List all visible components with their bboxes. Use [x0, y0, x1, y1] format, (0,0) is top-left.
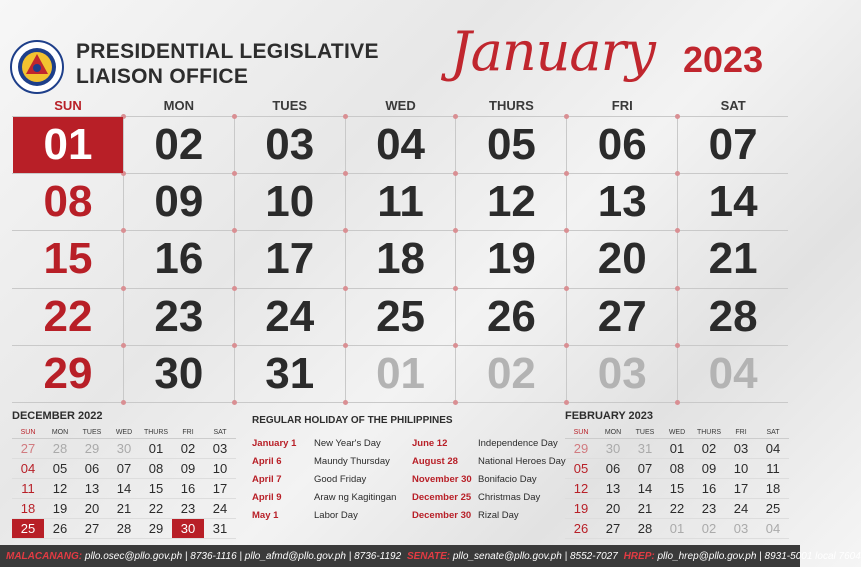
weekday-thurs: THURS [489, 98, 534, 113]
holiday-name: Christmas Day [478, 491, 541, 503]
holiday-item [252, 452, 412, 470]
month-title: January [450, 20, 655, 83]
day-cell: 10 [265, 177, 315, 227]
mini-day: 25 [757, 499, 789, 519]
day-cell-next-month: 02 [486, 348, 536, 398]
day-cell: 24 [265, 291, 315, 341]
holiday-name: Maundy Thursday [314, 455, 390, 467]
mini-day: 14 [629, 479, 661, 499]
mini-weekday: SAT [204, 426, 236, 439]
day-cell: 27 [597, 291, 647, 341]
day-cell: 06 [597, 120, 647, 169]
mini-day: 18 [757, 479, 789, 499]
mini-calendar-table [565, 426, 789, 539]
mini-calendar-title: FEBRUARY 2023 [565, 410, 654, 422]
hrep-label: HREP: [623, 550, 655, 562]
mini-day: 05 [565, 459, 597, 479]
holiday-date: November 30 [412, 473, 472, 485]
mini-day: 12 [565, 479, 597, 499]
mini-day: 30 [108, 439, 140, 459]
mini-weekday: TUES [76, 426, 108, 439]
holiday-name: Bonifacio Day [478, 473, 537, 485]
holiday-date: April 6 [252, 455, 282, 467]
mini-day: 11 [757, 459, 789, 479]
holiday-item [412, 506, 572, 524]
mini-weekday: TUES [629, 426, 661, 439]
holiday-name: Labor Day [314, 509, 358, 521]
mini-day: 10 [204, 459, 236, 479]
mini-day: 21 [108, 499, 140, 519]
month-grid [12, 116, 788, 402]
holiday-item [412, 488, 572, 506]
holiday-date: April 7 [252, 473, 282, 485]
holiday-date: May 1 [252, 509, 279, 521]
day-cell: 11 [377, 177, 424, 227]
day-cell: 28 [708, 291, 758, 341]
mini-day: 28 [44, 439, 76, 459]
mini-day: 21 [629, 499, 661, 519]
day-cell: 16 [154, 234, 204, 284]
year-title: 2023 [683, 39, 764, 80]
senate-contacts: pllo_senate@pllo.gov.ph | 8552-7027 [452, 550, 618, 562]
holiday-item [252, 488, 412, 506]
holiday-date: August 28 [412, 455, 458, 467]
day-cell: 31 [265, 348, 315, 398]
day-cell: 07 [708, 120, 758, 169]
day-cell: 26 [486, 291, 536, 341]
mini-day: 07 [108, 459, 140, 479]
mini-day: 23 [693, 499, 725, 519]
day-cell: 25 [376, 291, 426, 341]
office-line-1: PRESIDENTIAL LEGISLATIVE [76, 40, 379, 63]
malacanang-label: MALACANANG: [6, 550, 83, 562]
mini-day: 13 [76, 479, 108, 499]
holiday-item [252, 470, 412, 488]
mini-day: 04 [757, 439, 789, 459]
holiday-list [252, 415, 572, 524]
office-name [76, 39, 379, 89]
mini-weekday: SAT [757, 426, 789, 439]
mini-weekday: WED [661, 426, 693, 439]
mini-day: 15 [140, 479, 172, 499]
day-cell: 09 [154, 177, 204, 227]
grid-line [12, 402, 788, 403]
day-cell: 04 [376, 120, 426, 169]
day-cell: 20 [597, 234, 647, 284]
day-cell: 21 [708, 234, 758, 284]
holiday-name: Independence Day [478, 437, 558, 449]
mini-day: 03 [725, 519, 757, 539]
holiday-column-left [252, 434, 412, 524]
mini-day: 27 [597, 519, 629, 539]
holiday-name: New Year's Day [314, 437, 381, 449]
mini-day: 27 [12, 439, 44, 459]
day-cell: 15 [43, 234, 93, 284]
mini-day: 18 [12, 499, 44, 519]
day-cell: 12 [486, 177, 536, 227]
mini-day: 09 [693, 459, 725, 479]
weekday-sun: SUN [54, 98, 82, 113]
mini-day: 13 [597, 479, 629, 499]
day-cell: 08 [43, 177, 93, 227]
mini-day: 09 [172, 459, 204, 479]
day-cell: 14 [708, 177, 758, 227]
weekday-fri: FRI [611, 98, 633, 113]
mini-day: 29 [140, 519, 172, 539]
day-cell: 19 [486, 234, 536, 284]
day-cell: 23 [154, 291, 204, 341]
holiday-name: Araw ng Kagitingan [314, 491, 397, 503]
holiday-name: National Heroes Day [478, 455, 566, 467]
mini-day: 10 [725, 459, 757, 479]
weekday-sat: SAT [720, 98, 746, 113]
mini-weekday: FRI [172, 426, 204, 439]
mini-day: 03 [204, 439, 236, 459]
day-cell: 02 [154, 120, 204, 169]
holiday-date: December 25 [412, 491, 472, 503]
mini-day: 23 [172, 499, 204, 519]
mini-day: 04 [757, 519, 789, 539]
holiday-date: June 12 [412, 437, 448, 449]
holiday-item [412, 470, 572, 488]
mini-weekday: SUN [12, 426, 44, 439]
holiday-column-right [412, 434, 572, 524]
mini-weekday: MON [44, 426, 76, 439]
day-cell: 01 [13, 117, 123, 173]
mini-day: 17 [725, 479, 757, 499]
holiday-item [252, 434, 412, 452]
mini-day: 20 [76, 499, 108, 519]
malacanang-contacts: pllo.osec@pllo.gov.ph | 8736-1116 | pllo_afmd@pllo.gov.ph | 8736-1192 [84, 550, 402, 562]
mini-day: 29 [565, 439, 597, 459]
day-cell: 05 [486, 120, 536, 169]
mini-weekday: MON [597, 426, 629, 439]
mini-day: 02 [693, 519, 725, 539]
mini-day: 30 [597, 439, 629, 459]
mini-weekday: FRI [725, 426, 757, 439]
mini-day: 08 [140, 459, 172, 479]
mini-calendar-table [12, 426, 236, 539]
mini-day: 01 [661, 439, 693, 459]
day-cell: 03 [265, 120, 315, 169]
hrep-contacts: pllo_hrep@pllo.gov.ph | 8931-5001 local 7604 [657, 550, 861, 562]
mini-day: 01 [661, 519, 693, 539]
mini-day: 04 [12, 459, 44, 479]
mini-day: 03 [725, 439, 757, 459]
mini-day: 01 [140, 439, 172, 459]
mini-day: 19 [44, 499, 76, 519]
mini-day: 30 [172, 519, 204, 539]
holiday-item [412, 434, 572, 452]
mini-day: 16 [172, 479, 204, 499]
mini-day: 22 [661, 499, 693, 519]
mini-calendar-february [565, 410, 789, 539]
day-cell: 30 [154, 348, 204, 398]
day-cell-next-month: 03 [597, 348, 647, 398]
mini-day: 26 [44, 519, 76, 539]
holiday-name: Good Friday [314, 473, 367, 485]
mini-day: 07 [629, 459, 661, 479]
mini-day: 28 [629, 519, 661, 539]
weekday-mon: MON [163, 98, 195, 113]
mini-day: 12 [44, 479, 76, 499]
mini-calendar-december [12, 410, 236, 539]
day-cell: 29 [43, 348, 93, 398]
day-cell-next-month: 01 [376, 348, 426, 398]
mini-day: 29 [76, 439, 108, 459]
mini-calendar-title: DECEMBER 2022 [12, 410, 103, 422]
weekday-tues: TUES [272, 98, 308, 113]
pllo-seal-icon [10, 40, 64, 94]
mini-day: 20 [597, 499, 629, 519]
mini-day: 24 [725, 499, 757, 519]
mini-day: 02 [172, 439, 204, 459]
contact-footer [0, 545, 861, 567]
mini-day: 08 [661, 459, 693, 479]
mini-day: 02 [693, 439, 725, 459]
mini-day: 31 [629, 439, 661, 459]
mini-day: 25 [12, 519, 44, 539]
mini-day: 26 [565, 519, 597, 539]
mini-day: 05 [44, 459, 76, 479]
day-cell: 13 [597, 177, 647, 227]
holiday-item [252, 506, 412, 524]
mini-day: 19 [565, 499, 597, 519]
day-cell: 18 [376, 234, 426, 284]
mini-day: 16 [693, 479, 725, 499]
day-cell: 22 [43, 291, 93, 341]
day-cell: 17 [265, 234, 315, 284]
holiday-date: January 1 [252, 437, 297, 449]
senate-label: SENATE: [406, 550, 451, 562]
mini-weekday: THURS [693, 426, 725, 439]
holiday-date: December 30 [412, 509, 472, 521]
mini-weekday: SUN [565, 426, 597, 439]
mini-day: 17 [204, 479, 236, 499]
holiday-list-title: REGULAR HOLIDAY OF THE PHILIPPINES [252, 415, 453, 426]
mini-day: 22 [140, 499, 172, 519]
mini-day: 06 [597, 459, 629, 479]
mini-day: 31 [204, 519, 236, 539]
holiday-item [412, 452, 572, 470]
mini-day: 27 [76, 519, 108, 539]
weekday-wed: WED [385, 98, 416, 113]
office-line-2: LIAISON OFFICE [76, 65, 249, 88]
mini-day: 06 [76, 459, 108, 479]
holiday-name: Rizal Day [478, 509, 519, 521]
mini-weekday: THURS [140, 426, 172, 439]
mini-weekday: WED [108, 426, 140, 439]
mini-day: 15 [661, 479, 693, 499]
holiday-date: April 9 [252, 491, 282, 503]
mini-day: 28 [108, 519, 140, 539]
mini-day: 24 [204, 499, 236, 519]
mini-day: 11 [12, 479, 44, 499]
day-cell-next-month: 04 [708, 348, 758, 398]
mini-day: 14 [108, 479, 140, 499]
